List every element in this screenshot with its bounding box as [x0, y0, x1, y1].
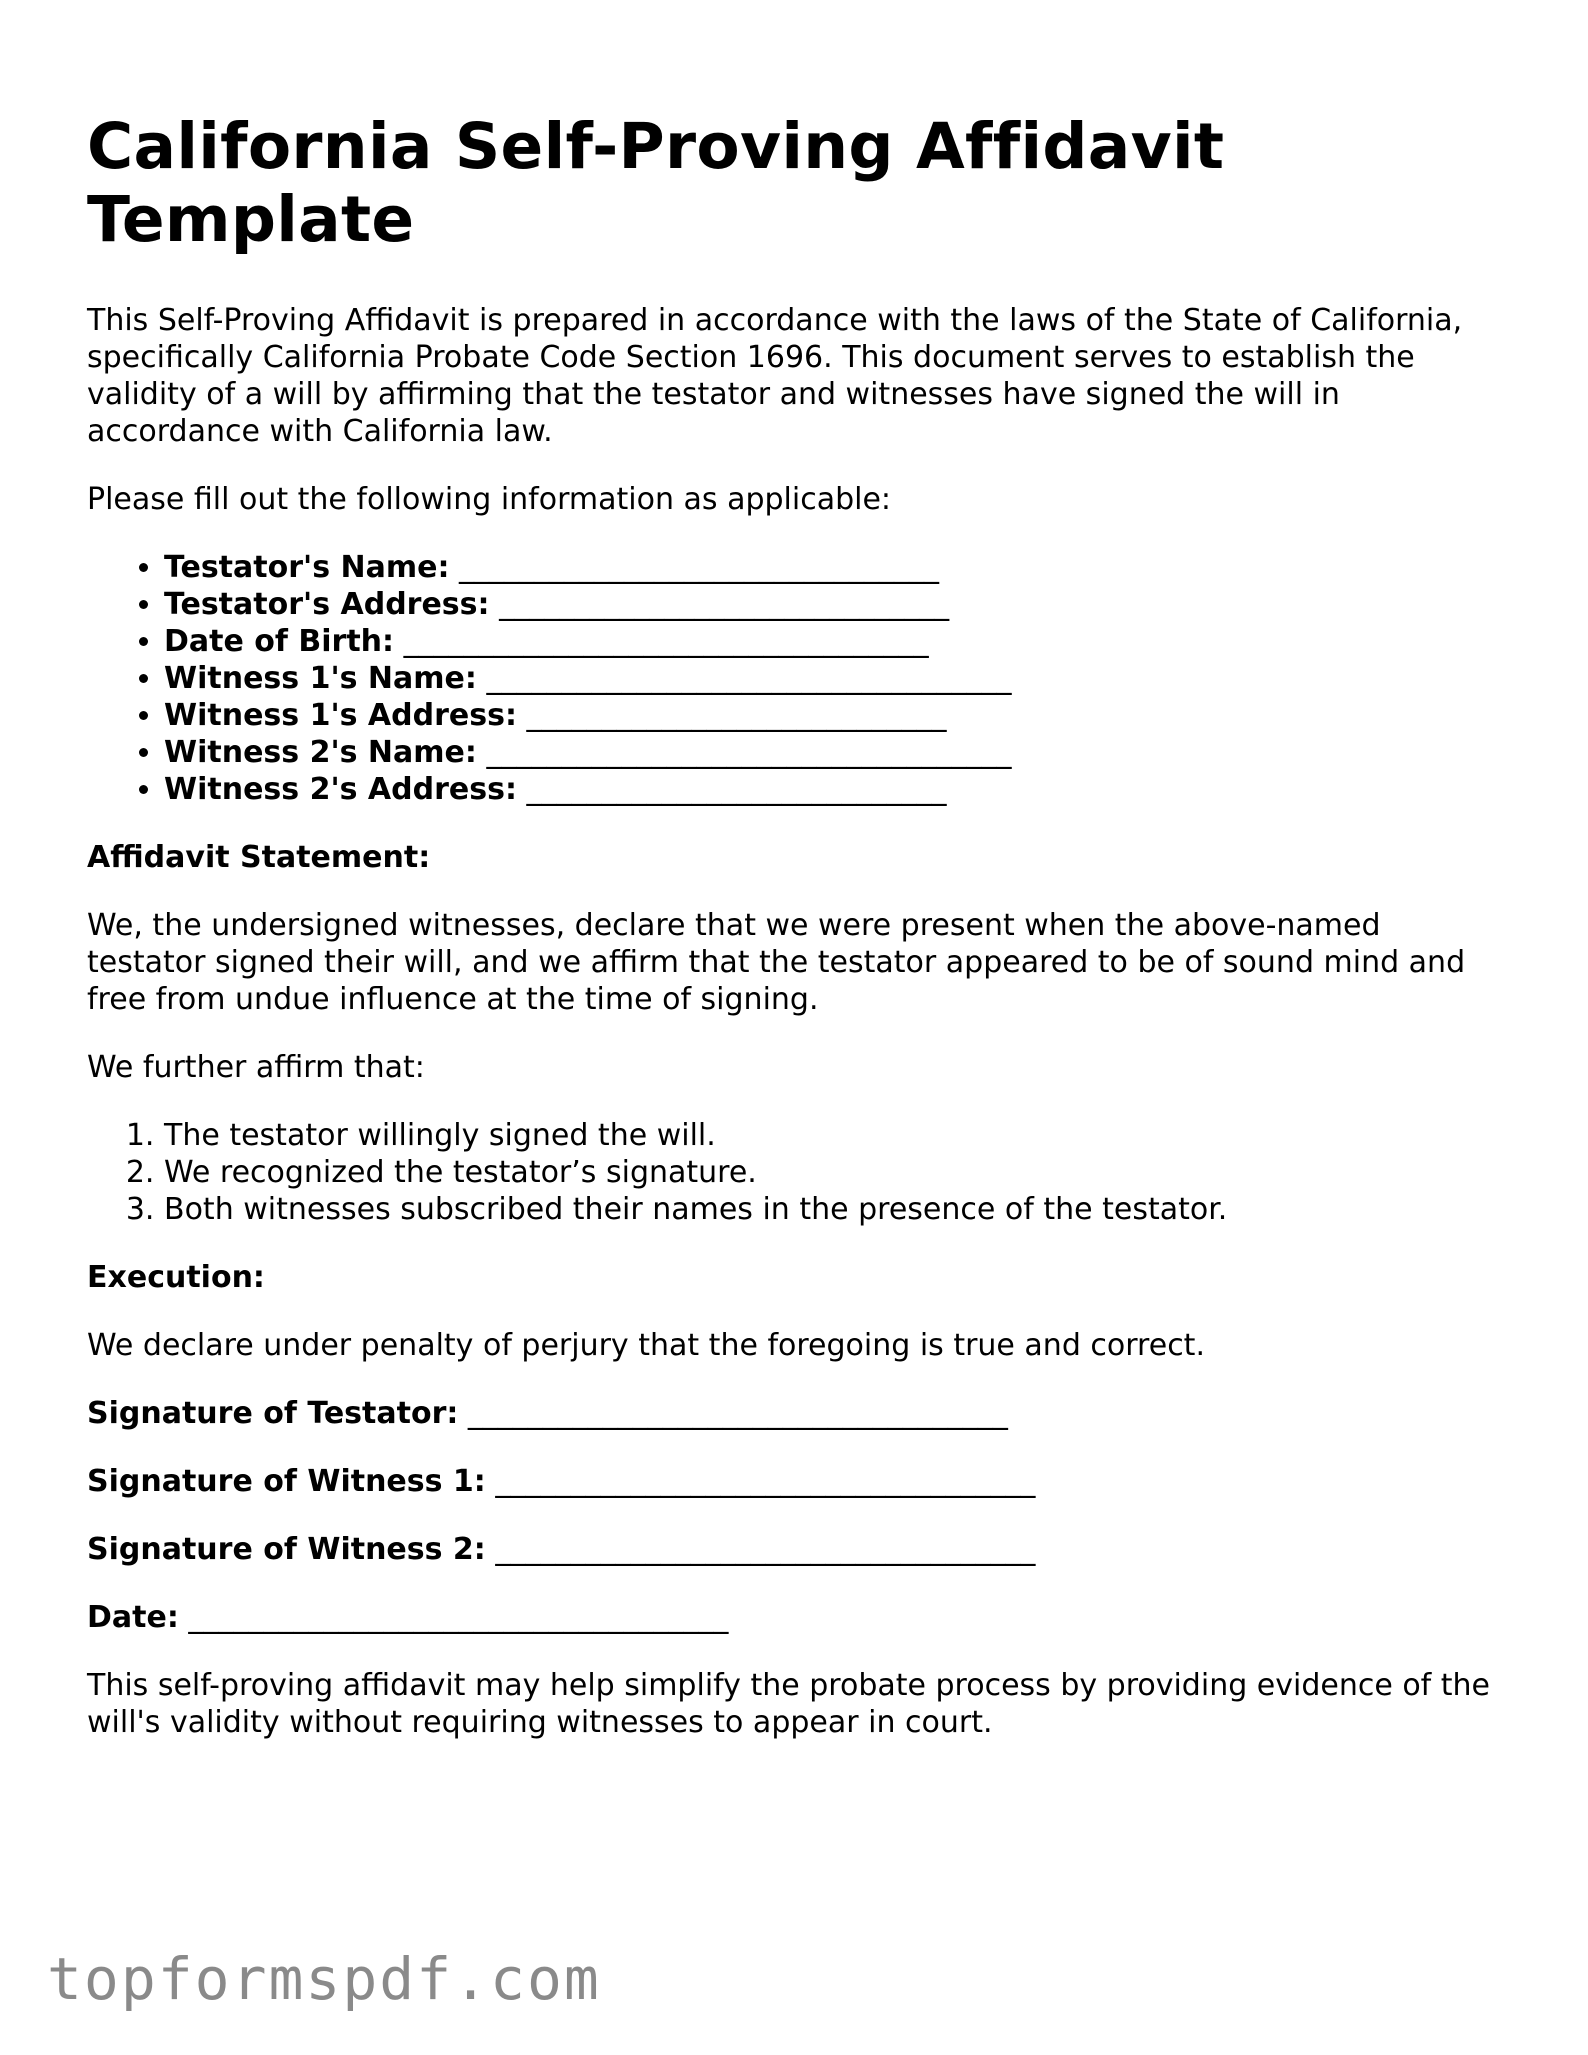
field-label: Testator's Name:	[164, 550, 450, 585]
field-witness-1-address	[164, 697, 1507, 734]
field-label: Testator's Address:	[164, 587, 490, 622]
document-page	[87, 110, 1507, 1772]
field-date-of-birth	[164, 623, 1507, 660]
execution-heading: Execution:	[87, 1260, 265, 1295]
field-blank: ____________________________	[526, 698, 947, 733]
field-blank: ________________________________	[459, 550, 940, 585]
affidavit-paragraph: We, the undersigned witnesses, declare that we were present when the above-named testator signed their will, and we affirm that the testator appeared to be of sound mind and free from undue influence at the time of signing.	[87, 908, 1466, 1017]
fill-instruction: Please fill out the following information as applicable:	[87, 482, 892, 517]
signature-label: Signature of Witness 1:	[87, 1464, 486, 1499]
field-label: Date of Birth:	[164, 624, 395, 659]
field-label: Witness 1's Name:	[164, 661, 477, 696]
affirmation-item: 3. Both witnesses subscribed their names in the presence of the testator.	[164, 1191, 1507, 1228]
field-testator-address	[164, 586, 1507, 623]
field-blank: ______________________________	[499, 587, 950, 622]
field-label: Witness 1's Address:	[164, 698, 517, 733]
affirmation-item: 1. The testator willingly signed the will.	[164, 1117, 1507, 1154]
field-blank: ___________________________________	[486, 735, 1012, 770]
field-blank: ___________________________________	[486, 661, 1012, 696]
field-label: Witness 2's Address:	[164, 772, 517, 807]
intro-paragraph: This Self-Proving Affidavit is prepared in accordance with the laws of the State of California, specifically California Probate Code Section 1696. This document serves to establish the validity of a will by affirming that the testator and witnesses have signed the will in accordance with California law.	[87, 303, 1463, 449]
signature-label: Date:	[87, 1600, 179, 1635]
signature-blank: ____________________________________	[495, 1464, 1036, 1499]
field-witness-2-address	[164, 771, 1507, 808]
field-label: Witness 2's Name:	[164, 735, 477, 770]
field-witness-1-name	[164, 660, 1507, 697]
signature-testator	[87, 1395, 1507, 1432]
signature-blank: ____________________________________	[467, 1396, 1008, 1431]
affirmation-list	[87, 1117, 1507, 1228]
field-testator-name	[164, 549, 1507, 586]
field-witness-2-name	[164, 734, 1507, 771]
affirmation-item: 2. We recognized the testator’s signature.	[164, 1154, 1507, 1191]
signature-witness-2	[87, 1531, 1507, 1568]
affidavit-heading: Affidavit Statement:	[87, 840, 431, 875]
signature-label: Signature of Witness 2:	[87, 1532, 486, 1567]
page-title: California Self-Proving Affidavit Template	[87, 110, 1225, 256]
signature-date	[87, 1599, 1507, 1636]
execution-paragraph: We declare under penalty of perjury that the foregoing is true and correct.	[87, 1328, 1205, 1363]
affirm-intro: We further affirm that:	[87, 1050, 425, 1085]
info-field-list	[87, 549, 1507, 808]
signature-label: Signature of Testator:	[87, 1396, 459, 1431]
field-blank: ____________________________	[526, 772, 947, 807]
signature-blank: ____________________________________	[495, 1532, 1036, 1567]
signature-blank: ____________________________________	[188, 1600, 729, 1635]
signature-witness-1	[87, 1463, 1507, 1500]
watermark: topformspdf.com	[47, 1945, 601, 2013]
closing-paragraph: This self-proving affidavit may help simplify the probate process by providing evidence of the will's validity without requiring witnesses to appear in court.	[87, 1668, 1491, 1740]
field-blank: ___________________________________	[403, 624, 929, 659]
